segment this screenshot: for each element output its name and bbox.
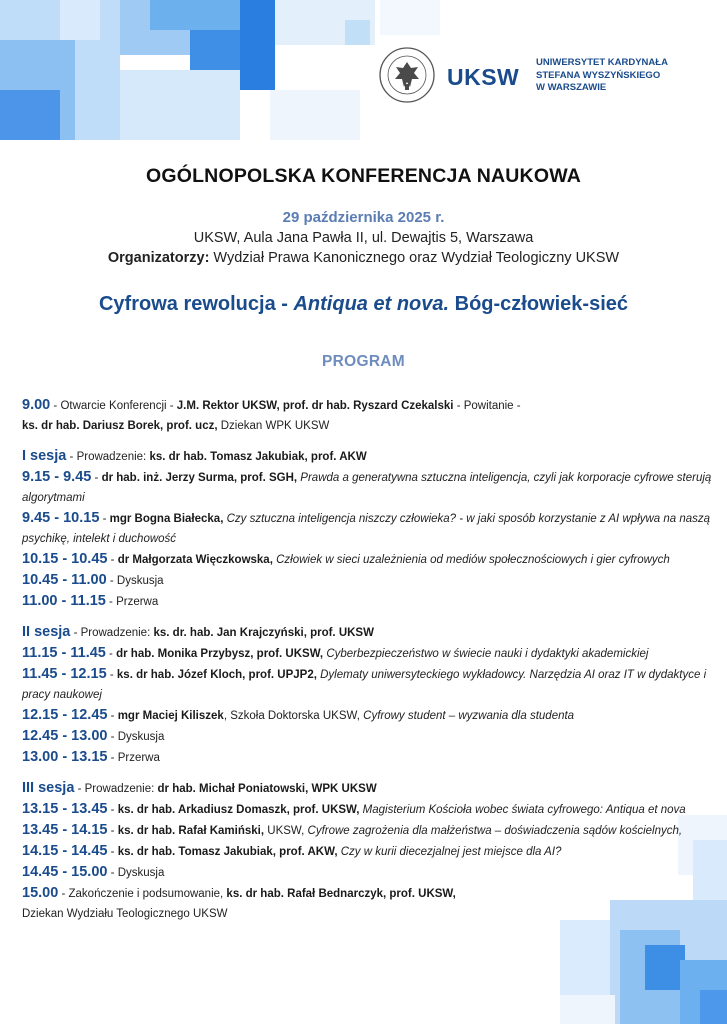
- item-separator: - Dyskusja: [106, 575, 164, 587]
- item-time: 9.15 - 9.45: [22, 469, 92, 485]
- item-separator: - Przerwa: [107, 752, 160, 764]
- opening-time: 9.00: [22, 397, 51, 413]
- item-talk-title: Magisterium Kościoła wobec świata cyfrowego: Antiqua et nova: [359, 804, 686, 816]
- item-time: 14.15 - 14.45: [22, 843, 108, 859]
- item-affiliation: , Szkoła Doktorska UKSW,: [223, 710, 360, 722]
- item-time: 10.15 - 10.45: [22, 551, 108, 567]
- opening-entry: [22, 395, 712, 436]
- conference-venue: UKSW, Aula Jana Pawła II, ul. Dewajtis 5, Warszawa: [193, 230, 534, 246]
- program-item: [22, 820, 712, 841]
- closing-time: 15.00: [22, 885, 59, 901]
- item-speaker: ks. dr hab. Józef Kloch, prof. UPJP2,: [116, 669, 317, 681]
- session-1-chair-label: - Prowadzenie:: [66, 451, 150, 463]
- item-talk-title: Czy w kurii diecezjalnej jest miejsce dla AI?: [337, 846, 562, 858]
- item-talk-title: Człowiek w sieci uzależnienia od mediów społecznościowych i gier cyfrowych: [272, 554, 670, 566]
- session-2-chair-label: - Prowadzenie:: [70, 627, 154, 639]
- item-separator: -: [91, 472, 102, 484]
- session-2-header: [22, 622, 712, 643]
- item-separator: - Dyskusja: [107, 731, 165, 743]
- program-item: [22, 643, 712, 664]
- program: [22, 395, 712, 924]
- item-time: 14.45 - 15.00: [22, 864, 108, 880]
- item-separator: - Dyskusja: [107, 867, 165, 879]
- university-seal-icon: [378, 46, 436, 104]
- item-talk-title: Cyfrowy student – wyzwania dla studenta: [359, 710, 575, 722]
- opening-role2: Dziekan WPK UKSW: [217, 420, 330, 432]
- session-3-chair: dr hab. Michał Poniatowski, WPK UKSW: [157, 783, 377, 795]
- university-name: [536, 57, 668, 95]
- item-separator: -: [107, 804, 118, 816]
- session-3-chair-label: - Prowadzenie:: [74, 783, 158, 795]
- session-3-label: III sesja: [22, 780, 75, 796]
- university-logo: [378, 46, 698, 106]
- item-speaker: ks. dr hab. Tomasz Jakubiak, prof. AKW,: [117, 846, 338, 858]
- conference-organizers: [0, 250, 727, 266]
- program-item: [22, 591, 712, 612]
- program-item: [22, 747, 712, 768]
- item-speaker: dr hab. inż. Jerzy Surma, prof. SGH,: [101, 472, 298, 484]
- item-time: 12.15 - 12.45: [22, 707, 108, 723]
- item-talk-title: Cyberbezpieczeństwo w świecie nauki i dydaktyki akademickiej: [323, 648, 649, 660]
- header-decoration: [0, 0, 440, 150]
- item-talk-title: Cyfrowe zagrożenia dla małżeństwa – doświadczenia sądów kościelnych,: [304, 825, 683, 837]
- session-1-items: [22, 467, 712, 612]
- session-1-header: [22, 446, 712, 467]
- session-1-label: I sesja: [22, 448, 67, 464]
- session-2-chair: ks. dr. hab. Jan Krajczyński, prof. UKSW: [153, 627, 374, 639]
- item-separator: -: [107, 710, 118, 722]
- item-time: 10.45 - 11.00: [22, 572, 107, 588]
- item-speaker: dr hab. Monika Przybysz, prof. UKSW,: [116, 648, 324, 660]
- item-speaker: mgr Maciej Kiliszek: [117, 710, 224, 722]
- item-talk-title: Dylematy uniwersyteckiego wykładowcy. Narzędzia AI oraz IT w dydaktyce i pracy naukowej: [22, 669, 707, 701]
- university-name-line3: W WARSZAWIE: [536, 82, 607, 93]
- closing-role: Dziekan Wydziału Teologicznego UKSW: [22, 908, 228, 920]
- theme-part2: Bóg-człowiek-sieć: [449, 293, 628, 315]
- theme-italic: Antiqua et nova.: [293, 293, 450, 315]
- uksw-logo-text: UKSW: [447, 64, 520, 90]
- item-speaker: ks. dr hab. Arkadiusz Domaszk, prof. UKSW,: [117, 804, 360, 816]
- organizers-label: Organizatorzy:: [107, 250, 210, 266]
- program-item: [22, 664, 712, 705]
- closing-label: - Zakończenie i podsumowanie,: [58, 888, 227, 900]
- program-item: [22, 508, 712, 549]
- opening-label2: - Powitanie -: [453, 400, 521, 412]
- item-time: 11.45 - 12.15: [22, 666, 107, 682]
- program-item: [22, 467, 712, 508]
- item-separator: -: [105, 648, 117, 660]
- program-heading: PROGRAM: [321, 353, 406, 370]
- item-affiliation: UKSW,: [264, 825, 305, 837]
- item-time: 13.00 - 13.15: [22, 749, 108, 765]
- university-name-line2: STEFANA WYSZYŃSKIEGO: [536, 69, 661, 81]
- program-item: [22, 705, 712, 726]
- session-3-header: [22, 778, 712, 799]
- item-separator: -: [107, 825, 118, 837]
- opening-label: - Otwarcie Konferencji -: [50, 400, 177, 412]
- organizers-text: Wydział Prawa Kanonicznego oraz Wydział Teologiczny UKSW: [209, 250, 620, 266]
- program-item: [22, 570, 712, 591]
- item-separator: -: [107, 846, 118, 858]
- item-time: 9.45 - 10.15: [22, 510, 100, 526]
- program-item: [22, 841, 712, 862]
- opening-speaker2: ks. dr hab. Dariusz Borek, prof. ucz,: [22, 420, 218, 432]
- item-time: 12.45 - 13.00: [22, 728, 108, 744]
- item-time: 11.15 - 11.45: [22, 645, 106, 661]
- item-speaker: dr Małgorzata Więczkowska,: [117, 554, 273, 566]
- theme-part1: Cyfrowa rewolucja -: [98, 293, 294, 315]
- conference-date: 29 października 2025 r.: [282, 209, 445, 226]
- session-1-chair: ks. dr hab. Tomasz Jakubiak, prof. AKW: [149, 451, 367, 463]
- item-speaker: ks. dr hab. Rafał Kamiński,: [117, 825, 265, 837]
- item-separator: -: [106, 669, 117, 681]
- closing-speaker: ks. dr hab. Rafał Bednarczyk, prof. UKSW,: [226, 888, 456, 900]
- session-2-items: [22, 643, 712, 768]
- closing-entry: [22, 883, 712, 924]
- item-talk-title: Czy sztuczna inteligencja niszczy człowieka? - w jaki sposób korzystanie z AI wpływa na naszą psychikę, intelekt i duchowość: [22, 513, 711, 545]
- session-3-items: [22, 799, 712, 883]
- conference-theme: [0, 293, 727, 316]
- program-item: [22, 549, 712, 570]
- program-item: [22, 862, 712, 883]
- university-name-line1: UNIWERSYTET KARDYNAŁA: [536, 57, 668, 68]
- item-time: 13.15 - 13.45: [22, 801, 108, 817]
- program-item: [22, 726, 712, 747]
- item-separator: - Przerwa: [105, 596, 159, 608]
- item-time: 13.45 - 14.15: [22, 822, 108, 838]
- session-2-label: II sesja: [22, 624, 71, 640]
- item-time: 11.00 - 11.15: [22, 593, 106, 609]
- conference-title: OGÓLNOPOLSKA KONFERENCJA NAUKOWA: [145, 165, 582, 187]
- item-speaker: mgr Bogna Białecka,: [109, 513, 224, 525]
- item-separator: -: [99, 513, 110, 525]
- item-separator: -: [107, 554, 118, 566]
- item-talk-title: Prawda a generatywna sztuczna inteligencja, czyli jak korporacje cyfrowe sterują algorytmami: [22, 472, 712, 504]
- opening-speaker: J.M. Rektor UKSW, prof. dr hab. Ryszard Czekalski: [176, 400, 454, 412]
- program-item: [22, 799, 712, 820]
